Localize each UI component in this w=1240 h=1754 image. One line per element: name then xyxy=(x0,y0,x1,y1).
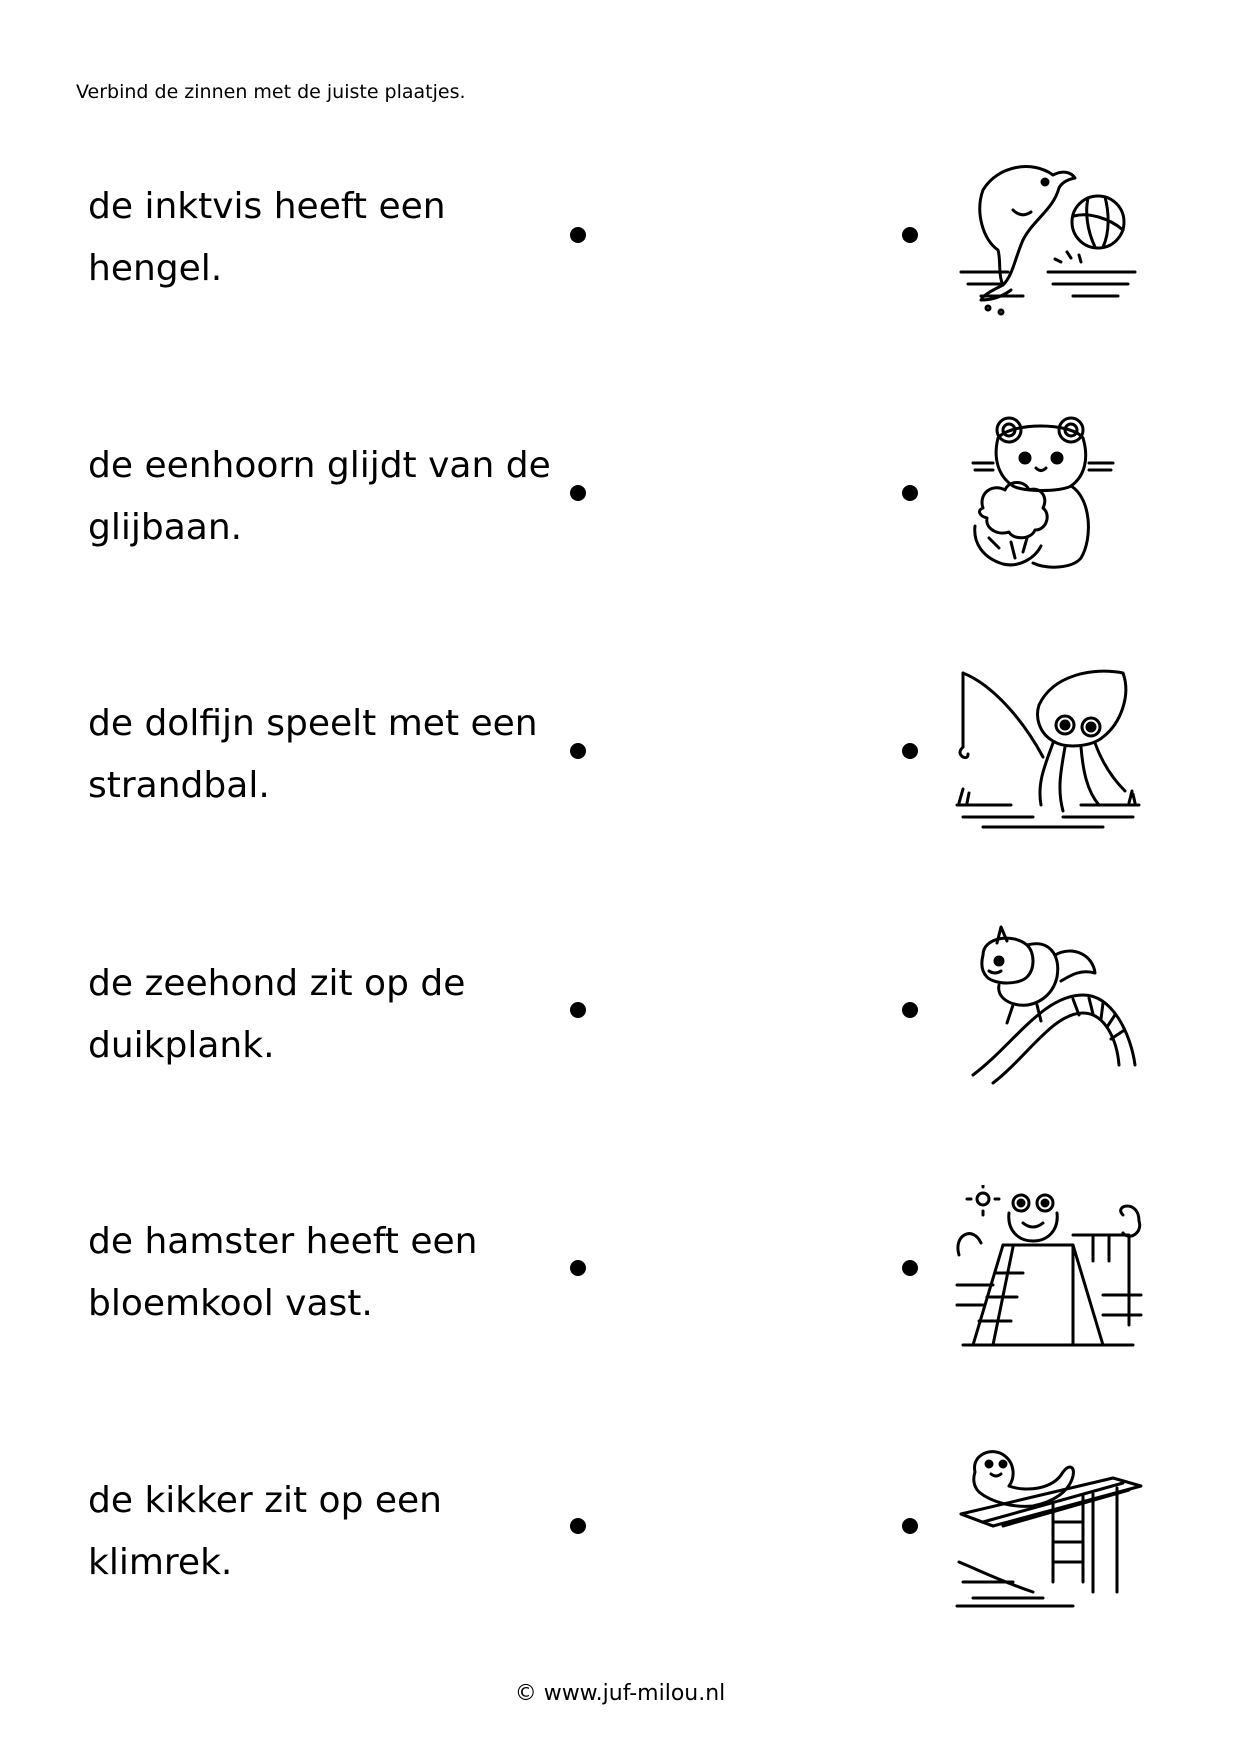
right-dot-4[interactable] xyxy=(902,1002,918,1018)
sentence-6: de kikker zit op een klimrek. xyxy=(88,1480,442,1583)
sentence-4: de zeehond zit op de duikplank. xyxy=(88,963,466,1066)
sentence-1: de inktvis heeft een hengel. xyxy=(88,186,446,289)
copyright-footer: © www.juf-milou.nl xyxy=(514,1681,726,1706)
left-dot-1[interactable] xyxy=(570,227,586,243)
sentence-2: de eenhoorn glijdt van de glijbaan. xyxy=(88,445,551,548)
unicorn-on-slide-icon xyxy=(953,925,1143,1095)
seal-on-diving-board-icon xyxy=(953,1442,1143,1612)
left-dot-3[interactable] xyxy=(570,743,586,759)
left-dot-5[interactable] xyxy=(570,1260,586,1276)
right-dot-3[interactable] xyxy=(902,743,918,759)
left-dot-4[interactable] xyxy=(570,1002,586,1018)
left-dot-6[interactable] xyxy=(570,1518,586,1534)
right-dot-5[interactable] xyxy=(902,1260,918,1276)
sentence-3: de dolfijn speelt met een strandbal. xyxy=(88,703,538,806)
frog-on-climbing-frame-icon xyxy=(953,1185,1143,1355)
right-dot-6[interactable] xyxy=(902,1518,918,1534)
hamster-with-cauliflower-icon xyxy=(953,408,1143,578)
sentence-5: de hamster heeft een bloemkool vast. xyxy=(88,1221,478,1324)
right-dot-1[interactable] xyxy=(902,227,918,243)
squid-fishing-icon xyxy=(953,665,1143,835)
instruction: Verbind de zinnen met de juiste plaatjes. xyxy=(76,81,466,103)
dolphin-with-beach-ball-icon xyxy=(953,150,1143,320)
left-dot-2[interactable] xyxy=(570,485,586,501)
right-dot-2[interactable] xyxy=(902,485,918,501)
